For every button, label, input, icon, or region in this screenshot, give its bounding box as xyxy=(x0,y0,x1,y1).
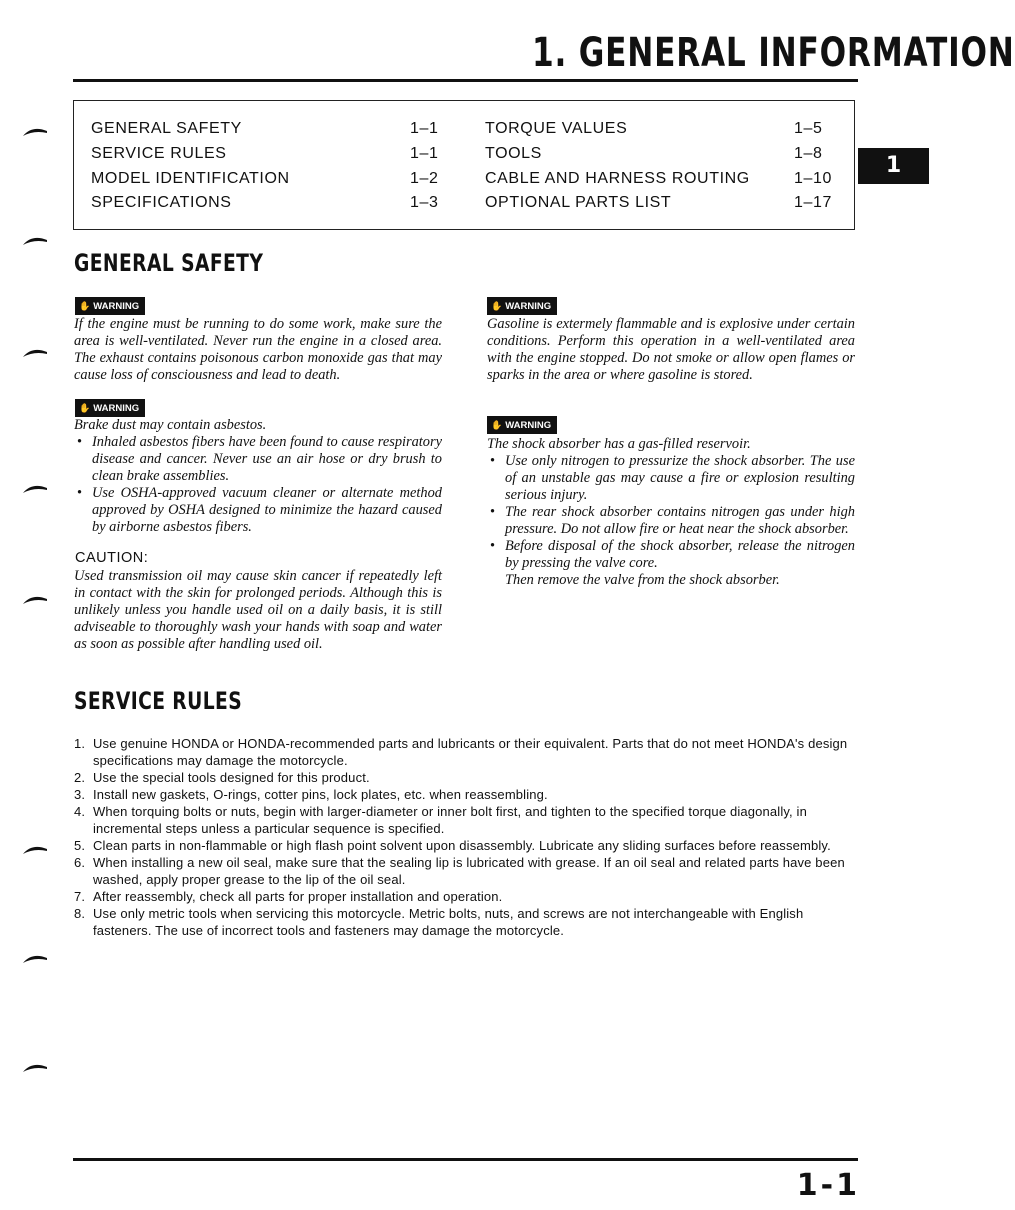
warning-brake-bullet: • Use OSHA-approved vacuum cleaner or alternate method approved by OSHA designed to minimize the hazard caused by airborne asbestos fibers. xyxy=(74,485,442,536)
toc-item-cable-harness-routing[interactable]: CABLE AND HARNESS ROUTING xyxy=(485,170,750,187)
list-item xyxy=(74,803,858,837)
footer-rule xyxy=(73,1158,858,1161)
list-item xyxy=(74,769,858,786)
caution-paragraph: Used transmission oil may cause skin cancer if repeatedly left in contact with the skin for prolonged periods. Although this is unlikely unless you handle used oil on a daily basis, it is still adviseable to thoroughly wash your hands with soap and water as soon as possible after handling used oil. xyxy=(74,568,442,652)
toc-page-cable-harness-routing: 1–10 xyxy=(794,170,832,187)
warning-shock-bullet: • Use only nitrogen to pressurize the shock absorber. The use of an unstable gas may cause a fire or explosion resulting serious injury. xyxy=(487,453,855,504)
toc-page-tools: 1–8 xyxy=(794,145,823,162)
list-item-text: Use the special tools designed for this product. xyxy=(93,770,370,785)
toc-item-model-identification[interactable]: MODEL IDENTIFICATION xyxy=(91,170,290,187)
margin-mark-icon xyxy=(22,348,48,358)
toc-item-torque-values[interactable]: TORQUE VALUES xyxy=(485,120,628,137)
list-item xyxy=(74,888,858,905)
warning-badge-gasoline: ✋ WARNING xyxy=(487,297,557,315)
warning-badge-engine: ✋ WARNING xyxy=(75,297,145,315)
list-item-text: After reassembly, check all parts for proper installation and operation. xyxy=(93,889,503,904)
warning-shock-bullet: • The rear shock absorber contains nitrogen gas under high pressure. Do not allow fire or heat near the shock absorber. xyxy=(487,504,855,538)
service-rules-list xyxy=(74,735,858,939)
warning-hand-icon: ✋ xyxy=(491,301,503,311)
caution-label: CAUTION: xyxy=(75,550,149,566)
warning-brake-text xyxy=(74,417,442,536)
toc-item-tools[interactable]: TOOLS xyxy=(485,145,542,162)
warning-shock-text xyxy=(487,436,855,589)
warning-hand-icon: ✋ xyxy=(79,403,91,413)
toc-item-general-safety[interactable]: GENERAL SAFETY xyxy=(91,120,242,137)
list-item-number: 7. xyxy=(74,889,86,904)
toc-page-specifications: 1–3 xyxy=(410,194,439,211)
page-number: 1-1 xyxy=(796,1168,860,1203)
margin-mark-icon xyxy=(22,236,48,246)
list-item-text: When torquing bolts or nuts, begin with larger-diameter or inner bolt first, and tighten to the specified torque diagonally, in incremental steps unless a particular sequence is specified. xyxy=(93,804,807,836)
warning-brake-intro: Brake dust may contain asbestos. xyxy=(74,417,267,433)
margin-mark-icon xyxy=(22,845,48,855)
list-item-number: 3. xyxy=(74,787,86,802)
list-item xyxy=(74,905,858,939)
margin-mark-icon xyxy=(22,1063,48,1073)
toc-item-specifications[interactable]: SPECIFICATIONS xyxy=(91,194,232,211)
warning-badge-brake: ✋ WARNING xyxy=(75,399,145,417)
list-item xyxy=(74,786,858,803)
list-item-number: 8. xyxy=(74,906,86,921)
warning-hand-icon: ✋ xyxy=(79,301,91,311)
list-item-text: Install new gaskets, O-rings, cotter pins, lock plates, etc. when reassembling. xyxy=(93,787,548,802)
toc-page-optional-parts-list: 1–17 xyxy=(794,194,832,211)
toc-page-torque-values: 1–5 xyxy=(794,120,823,137)
list-item-number: 6. xyxy=(74,855,86,870)
warning-engine-paragraph: If the engine must be running to do some work, make sure the area is well-ventilated. Never run the engine in a closed area. The exhaust contains poisonous carbon monoxide gas that may cause loss of consciousness and lead to death. xyxy=(74,316,442,383)
toc-page-service-rules: 1–1 xyxy=(410,145,439,162)
header-rule xyxy=(73,79,858,82)
list-item-number: 4. xyxy=(74,804,86,819)
margin-mark-icon xyxy=(22,954,48,964)
chapter-tab-marker: 1 xyxy=(858,148,929,184)
toc-page-model-identification: 1–2 xyxy=(410,170,439,187)
list-item-number: 5. xyxy=(74,838,86,853)
list-item-number: 1. xyxy=(74,736,86,751)
margin-mark-icon xyxy=(22,595,48,605)
list-item-text: Clean parts in non-flammable or high flash point solvent upon disassembly. Lubricate any sliding surfaces before reassembly. xyxy=(93,838,831,853)
list-item xyxy=(74,735,858,769)
warning-badge-shock: ✋ WARNING xyxy=(487,416,557,434)
warning-shock-intro: The shock absorber has a gas-filled reservoir. xyxy=(487,436,751,452)
general-safety-heading: GENERAL SAFETY xyxy=(74,249,264,277)
toc-item-optional-parts-list[interactable]: OPTIONAL PARTS LIST xyxy=(485,194,672,211)
list-item-text: Use only metric tools when servicing this motorcycle. Metric bolts, nuts, and screws are not interchangeable with English fasteners. The use of incorrect tools and fasteners may damage the motorcycle. xyxy=(93,906,804,938)
toc-item-service-rules[interactable]: SERVICE RULES xyxy=(91,145,227,162)
margin-mark-icon xyxy=(22,484,48,494)
warning-shock-final: Then remove the valve from the shock absorber. xyxy=(505,572,780,588)
warning-gasoline-text xyxy=(487,316,855,384)
warning-gasoline-paragraph: Gasoline is extermely flammable and is explosive under certain conditions. Perform this operation in a well-ventilated area with the engine stopped. Do not smoke or allow open flames or sparks in the area or where gasoline is stored. xyxy=(487,316,855,383)
service-rules-heading: SERVICE RULES xyxy=(74,687,243,715)
margin-mark-icon xyxy=(22,127,48,137)
list-item-number: 2. xyxy=(74,770,86,785)
chapter-title: 1. GENERAL INFORMATION xyxy=(531,30,1015,76)
toc-page-general-safety: 1–1 xyxy=(410,120,439,137)
warning-hand-icon: ✋ xyxy=(491,420,503,430)
warning-engine-text xyxy=(74,316,442,384)
caution-text xyxy=(74,568,442,653)
list-item xyxy=(74,837,858,854)
warning-brake-bullet: • Inhaled asbestos fibers have been found to cause respiratory disease and cancer. Never use an air hose or dry brush to clean brake assemblies. xyxy=(74,434,442,485)
list-item-text: Use genuine HONDA or HONDA-recommended parts and lubricants or their equivalent. Parts that do not meet HONDA's design specifications may damage the motorcycle. xyxy=(93,736,848,768)
list-item xyxy=(74,854,858,888)
warning-shock-bullet: • Before disposal of the shock absorber, release the nitrogen by pressing the valve core. xyxy=(487,538,855,572)
list-item-text: When installing a new oil seal, make sure that the sealing lip is lubricated with grease. If an oil seal and related parts have been washed, apply proper grease to the lip of the oil seal. xyxy=(93,855,845,887)
